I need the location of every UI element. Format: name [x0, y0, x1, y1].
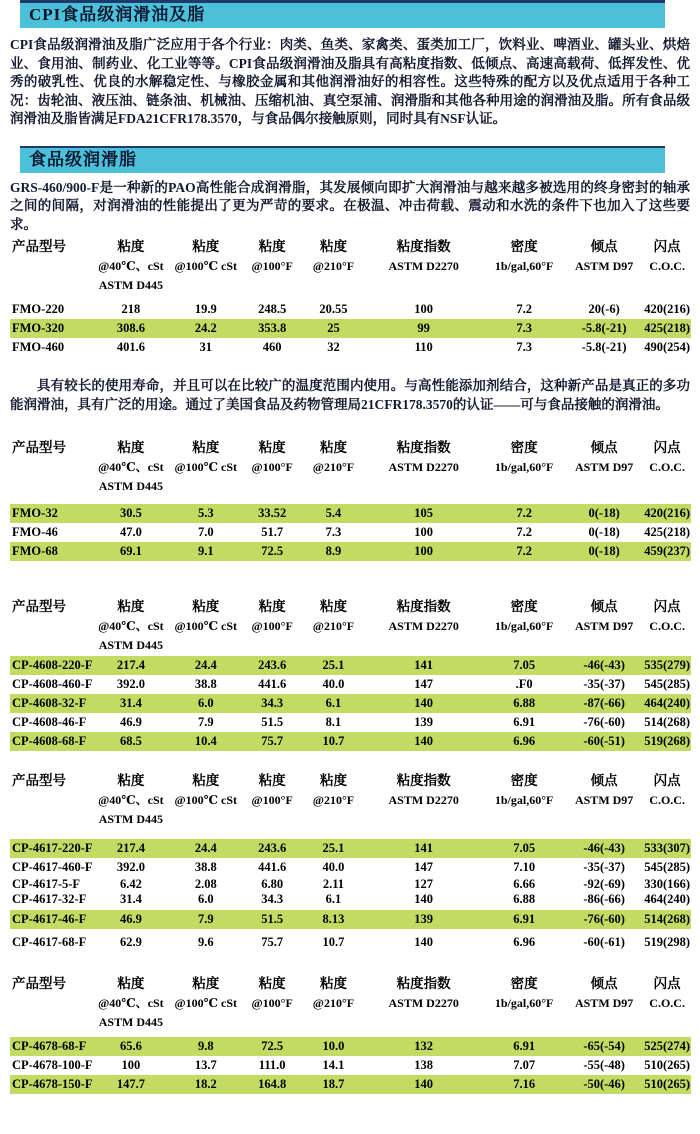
spec-value: 6.96	[513, 935, 536, 949]
spec-value: 6.88	[513, 696, 536, 710]
spec-value: 31.4	[119, 892, 142, 906]
spec-value: -65(-54)	[583, 1039, 625, 1053]
spec-value: 25.1	[322, 841, 345, 855]
spec-row-fmo-460	[10, 338, 691, 357]
spec-value: 420(216)	[644, 506, 691, 520]
column-header: 粘度 @210°F	[312, 599, 355, 633]
spec-table-fmo-heavy	[10, 237, 691, 357]
spec-value: 140	[414, 892, 434, 906]
spec-value: 100	[414, 544, 434, 558]
column-header: 粘度指数 ASTM D2270	[388, 976, 459, 1010]
spec-value: 6.0	[197, 892, 214, 906]
spec-row-cp-4678-100-f	[10, 1056, 691, 1075]
product-model: FMO-46	[12, 525, 58, 539]
spec-row-fmo-220	[10, 300, 691, 319]
spec-value: 30.5	[119, 506, 142, 520]
spec-value: 32	[327, 340, 340, 354]
column-header: 粘度 @100°F	[251, 440, 293, 474]
product-model: CP-4678-68-F	[12, 1039, 87, 1053]
spec-table-header	[10, 974, 691, 1032]
spec-value: 525(274)	[644, 1039, 691, 1053]
spec-value: -92(-69)	[583, 877, 625, 891]
column-header: 粘度 @40℃、cSt ASTM D445	[98, 239, 164, 292]
spec-value: 25	[327, 321, 340, 335]
column-header: 粘度 @100℃ cSt	[174, 239, 238, 273]
spec-value: 9.1	[197, 544, 214, 558]
spec-value: 100	[414, 525, 434, 539]
spec-value: 51.7	[261, 525, 284, 539]
product-model: CP-4678-100-F	[12, 1058, 93, 1072]
spec-value: 7.2	[516, 506, 532, 520]
spec-value: 535(279)	[644, 658, 691, 672]
spec-value: 75.7	[261, 734, 284, 748]
spec-value: 533(307)	[644, 841, 691, 855]
column-header: 密度 1b/gal,60°F	[494, 239, 554, 273]
column-header: 密度 1b/gal,60°F	[494, 599, 554, 633]
spec-value: 140	[414, 935, 434, 949]
spec-value: 6.1	[325, 696, 342, 710]
column-header: 粘度 @100℃ cSt	[174, 976, 238, 1010]
product-model: CP-4608-32-F	[12, 696, 87, 710]
column-header: 粘度 @40℃、cSt ASTM D445	[98, 976, 164, 1029]
spec-value: 46.9	[119, 715, 142, 729]
product-model: CP-4617-5-F	[12, 877, 81, 891]
spec-value: 147	[414, 677, 434, 691]
spec-value: 140	[414, 734, 434, 748]
spec-value: 0(-18)	[588, 544, 620, 558]
column-header: 粘度指数 ASTM D2270	[388, 773, 459, 807]
column-header: 粘度 @210°F	[312, 773, 355, 807]
spec-value: 514(268)	[644, 912, 691, 926]
spec-value: 99	[417, 321, 430, 335]
spec-value: 10.7	[322, 734, 345, 748]
spec-value: 243.6	[258, 841, 287, 855]
spec-table-cp4608	[10, 597, 691, 751]
spec-table-header	[10, 438, 691, 496]
spec-value: -5.8(-21)	[581, 340, 627, 354]
spec-value: 510(265)	[644, 1058, 691, 1072]
spec-row-cp-4608-32-f	[10, 694, 691, 713]
column-header: 粘度 @40℃、cSt ASTM D445	[98, 599, 164, 652]
column-header: 闪点 C.O.C.	[649, 239, 685, 273]
column-header: 密度 1b/gal,60°F	[494, 440, 554, 474]
spec-value: 6.66	[513, 877, 536, 891]
grease-paragraph: GRS-460/900-F是一种新的PAO高性能合成润滑脂，其发展倾向即扩大润滑油与越来越多被选用的终身密封的轴承之间的间隔，对润滑油的性能提出了更为严苛的要求。在极温、冲击荷载、震动和水洗的条件下也加入了这些要求。	[10, 179, 690, 232]
spec-value: -55(-48)	[583, 1058, 625, 1072]
column-header: 倾点 ASTM D97	[574, 239, 634, 273]
spec-value: 7.3	[516, 340, 532, 354]
spec-row-cp-4617-460-f	[10, 858, 691, 877]
spec-value: 243.6	[258, 658, 287, 672]
spec-value: 7.05	[513, 658, 536, 672]
spec-row-cp-4608-220-f	[10, 656, 691, 675]
spec-value: 33.52	[258, 506, 287, 520]
spec-row-cp-4608-460-f	[10, 675, 691, 694]
spec-value: 147	[414, 860, 434, 874]
spec-value: 5.4	[325, 506, 342, 520]
spec-value: 459(237)	[644, 544, 691, 558]
product-model: CP-4608-46-F	[12, 715, 87, 729]
column-header: 粘度指数 ASTM D2270	[388, 239, 459, 273]
column-header: 粘度 @100℃ cSt	[174, 773, 238, 807]
spec-value: 248.5	[258, 302, 287, 316]
column-header: 闪点 C.O.C.	[649, 599, 685, 633]
spec-row-cp-4678-150-f	[10, 1075, 691, 1094]
product-model: CP-4617-68-F	[12, 935, 87, 949]
spec-value: 6.0	[197, 696, 214, 710]
spec-value: 519(298)	[644, 935, 691, 949]
spec-value: 100	[414, 302, 434, 316]
spec-value: 14.1	[322, 1058, 345, 1072]
spec-value: 34.3	[261, 696, 284, 710]
spec-value: 217.4	[116, 658, 145, 672]
spec-value: 18.2	[194, 1077, 217, 1091]
spec-row-cp-4678-68-f	[10, 1037, 691, 1056]
section-title-grease: 食品级润滑脂	[20, 146, 665, 173]
spec-value: 2.08	[194, 877, 217, 891]
product-model: CP-4608-220-F	[12, 658, 93, 672]
spec-value: 8.9	[325, 544, 342, 558]
spec-value: 514(268)	[644, 715, 691, 729]
spec-value: 420(216)	[644, 302, 691, 316]
spec-value: 8.1	[325, 715, 342, 729]
spec-value: -76(-60)	[583, 715, 625, 729]
spec-value: 139	[414, 715, 434, 729]
column-header: 倾点 ASTM D97	[574, 773, 634, 807]
spec-value: 0(-18)	[588, 525, 620, 539]
spec-value: 7.07	[513, 1058, 536, 1072]
spec-value: 490(254)	[644, 340, 691, 354]
spec-value: 132	[414, 1039, 434, 1053]
column-header: 粘度 @40℃、cSt ASTM D445	[98, 773, 164, 826]
spec-value: 7.3	[325, 525, 342, 539]
column-header: 产品型号	[12, 773, 66, 788]
spec-row-fmo-46	[10, 523, 691, 542]
spec-value: 13.7	[194, 1058, 217, 1072]
spec-value: 218	[121, 302, 141, 316]
spec-table-cp4678	[10, 974, 691, 1094]
spec-value: 138	[414, 1058, 434, 1072]
column-header: 产品型号	[12, 599, 66, 614]
spec-value: 6.88	[513, 892, 536, 906]
spec-value: .F0	[515, 677, 533, 691]
spec-value: 464(240)	[644, 892, 691, 906]
column-header: 粘度 @100℃ cSt	[174, 599, 238, 633]
product-model: FMO-32	[12, 506, 58, 520]
column-header: 倾点 ASTM D97	[574, 440, 634, 474]
spec-value: 441.6	[258, 860, 287, 874]
spec-row-cp-4617-32-f	[10, 892, 691, 907]
spec-value: 164.8	[258, 1077, 287, 1091]
spec-value: -86(-66)	[583, 892, 625, 906]
column-header: 粘度 @100°F	[251, 599, 293, 633]
spec-value: 0(-18)	[588, 506, 620, 520]
spec-value: 141	[414, 658, 434, 672]
spec-table-header	[10, 237, 691, 295]
spec-value: 7.05	[513, 841, 536, 855]
mid-paragraph: 具有较长的使用寿命，并且可以在比较广的温度范围内使用。与高性能添加剂结合，这种新产品是真正的多功能润滑油，具有广泛的用途。通过了美国食品及药物管理局21CFR178.3570的认证——可与食品接触的润滑油。	[10, 378, 690, 412]
spec-row-cp-4617-5-f	[10, 877, 691, 892]
spec-value: 545(285)	[644, 860, 691, 874]
spec-value: -35(-37)	[583, 860, 625, 874]
column-header: 密度 1b/gal,60°F	[494, 976, 554, 1010]
spec-value: 9.8	[197, 1039, 214, 1053]
spec-value: 217.4	[116, 841, 145, 855]
column-header: 粘度 @210°F	[312, 239, 355, 273]
product-model: FMO-320	[12, 321, 65, 335]
spec-value: 25.1	[322, 658, 345, 672]
spec-value: 510(265)	[644, 1077, 691, 1091]
spec-value: 20.55	[319, 302, 348, 316]
spec-value: 7.2	[516, 302, 532, 316]
spec-value: 460	[262, 340, 282, 354]
spec-row-fmo-68	[10, 542, 691, 561]
spec-row-cp-4617-220-f	[10, 839, 691, 858]
spec-value: -60(-61)	[583, 935, 625, 949]
product-model: FMO-68	[12, 544, 58, 558]
spec-value: 140	[414, 1077, 434, 1091]
spec-row-fmo-320	[10, 319, 691, 338]
spec-value: -46(-43)	[583, 841, 625, 855]
spec-value: 545(285)	[644, 677, 691, 691]
spec-value: 7.10	[513, 860, 536, 874]
spec-value: 111.0	[258, 1058, 286, 1072]
spec-value: 51.5	[261, 912, 284, 926]
spec-value: 110	[414, 340, 433, 354]
spec-value: 24.2	[194, 321, 217, 335]
spec-value: 10.4	[194, 734, 217, 748]
product-model: FMO-460	[12, 340, 65, 354]
product-model: CP-4678-150-F	[12, 1077, 93, 1091]
spec-value: -50(-46)	[583, 1077, 625, 1091]
column-header: 粘度指数 ASTM D2270	[388, 440, 459, 474]
spec-value: 40.0	[322, 860, 345, 874]
spec-value: 6.42	[119, 877, 142, 891]
column-header: 倾点 ASTM D97	[574, 599, 634, 633]
spec-value: 9.6	[197, 935, 214, 949]
spec-value: 6.1	[325, 892, 342, 906]
spec-value: 141	[414, 841, 434, 855]
column-header: 产品型号	[12, 239, 66, 254]
spec-value: 72.5	[261, 1039, 284, 1053]
spec-value: 40.0	[322, 677, 345, 691]
product-model: CP-4617-220-F	[12, 841, 93, 855]
spec-value: 425(218)	[644, 525, 691, 539]
spec-value: 147.7	[116, 1077, 145, 1091]
spec-value: 75.7	[261, 935, 284, 949]
intro-paragraph: CPI食品级润滑油及脂广泛应用于各个行业：肉类、鱼类、家禽类、蛋类加工厂，饮料业、啤酒业、罐头业、烘焙业、食用油、制药业、化工业等等。CPI食品级润滑油及脂具有高粘度指数、低倾点、高速高载荷、低挥发性、优秀的破乳性、优良的水解稳定性、与橡胶金属和其他润滑油好的相容性。这些特殊的配方以及优点适用于各种工况：齿轮油、液压油、链条油、机械油、压缩机油、真空泵浦、润滑脂和其他各种用途的润滑油及脂。所有食品级润滑油及脂皆满足FDA21CFR178.3570，与食品偶尔接触原则，同时具有NSF认证。	[10, 37, 690, 126]
spec-value: 68.5	[119, 734, 142, 748]
spec-value: 6.91	[513, 1039, 536, 1053]
product-model: CP-4617-460-F	[12, 860, 93, 874]
spec-value: 6.91	[513, 912, 536, 926]
spec-value: 392.0	[116, 860, 145, 874]
spec-value: 46.9	[119, 912, 142, 926]
spec-value: 8.13	[322, 912, 345, 926]
product-model: CP-4608-460-F	[12, 677, 93, 691]
spec-value: 519(268)	[644, 734, 691, 748]
column-header: 倾点 ASTM D97	[574, 976, 634, 1010]
spec-table-cp4617	[10, 771, 691, 952]
column-header: 粘度 @100°F	[251, 976, 293, 1010]
spec-value: 392.0	[116, 677, 145, 691]
spec-value: 105	[414, 506, 434, 520]
spec-value: 19.9	[194, 302, 217, 316]
spec-value: 24.4	[194, 658, 217, 672]
spec-value: 7.2	[516, 525, 532, 539]
spec-value: -87(-66)	[583, 696, 625, 710]
spec-value: 47.0	[119, 525, 142, 539]
spec-value: 10.0	[322, 1039, 345, 1053]
column-header: 粘度 @210°F	[312, 440, 355, 474]
spec-value: 7.9	[197, 912, 214, 926]
spec-value: 140	[414, 696, 434, 710]
spec-value: 51.5	[261, 715, 284, 729]
spec-value: -60(-51)	[583, 734, 625, 748]
column-header: 粘度 @210°F	[312, 976, 355, 1010]
spec-value: -76(-60)	[583, 912, 625, 926]
spec-value: 10.7	[322, 935, 345, 949]
product-model: CP-4617-46-F	[12, 912, 87, 926]
spec-value: 7.2	[516, 544, 532, 558]
spec-value: 6.96	[513, 734, 536, 748]
column-header: 产品型号	[12, 440, 66, 455]
spec-value: 31.4	[119, 696, 142, 710]
spec-table-fmo-light	[10, 438, 691, 561]
spec-value: 20(-6)	[588, 302, 620, 316]
section-title-oils: CPI食品级润滑油及脂	[20, 0, 665, 28]
spec-value: 34.3	[261, 892, 284, 906]
column-header: 密度 1b/gal,60°F	[494, 773, 554, 807]
spec-value: 7.16	[513, 1077, 536, 1091]
spec-value: 401.6	[116, 340, 145, 354]
spec-table-header	[10, 771, 691, 829]
spec-value: 6.80	[261, 877, 284, 891]
spec-value: -5.8(-21)	[581, 321, 627, 335]
spec-value: 7.3	[516, 321, 532, 335]
column-header: 闪点 C.O.C.	[649, 976, 685, 1010]
spec-value: 24.4	[194, 841, 217, 855]
spec-value: 100	[121, 1058, 141, 1072]
spec-value: 127	[414, 877, 434, 891]
spec-value: 31	[199, 340, 213, 354]
column-header: 粘度 @40℃、cSt ASTM D445	[98, 440, 164, 493]
spec-value: 7.9	[197, 715, 214, 729]
spec-value: 2.11	[322, 877, 345, 891]
spec-value: 308.6	[116, 321, 145, 335]
spec-value: 18.7	[322, 1077, 345, 1091]
spec-value: 441.6	[258, 677, 287, 691]
column-header: 闪点 C.O.C.	[649, 440, 685, 474]
column-header: 粘度指数 ASTM D2270	[388, 599, 459, 633]
spec-value: 38.8	[194, 677, 217, 691]
spec-row-cp-4608-68-f	[10, 732, 691, 751]
spec-value: 6.91	[513, 715, 536, 729]
spec-value: 72.5	[261, 544, 284, 558]
spec-value: 353.8	[258, 321, 287, 335]
product-model: CP-4617-32-F	[12, 892, 87, 906]
spec-value: 62.9	[119, 935, 142, 949]
spec-value: 7.0	[197, 525, 214, 539]
spec-value: 139	[414, 912, 434, 926]
column-header: 闪点 C.O.C.	[649, 773, 685, 807]
spec-row-cp-4617-68-f	[10, 933, 691, 952]
column-header: 粘度 @100°F	[251, 239, 293, 273]
spec-row-fmo-32	[10, 504, 691, 523]
spec-row-cp-4608-46-f	[10, 713, 691, 732]
spec-value: 5.3	[197, 506, 214, 520]
spec-value: 65.6	[119, 1039, 142, 1053]
spec-value: -46(-43)	[583, 658, 625, 672]
product-model: CP-4608-68-F	[12, 734, 87, 748]
spec-value: -35(-37)	[583, 677, 625, 691]
column-header: 粘度 @100°F	[251, 773, 293, 807]
spec-value: 69.1	[119, 544, 142, 558]
spec-value: 330(166)	[644, 877, 691, 891]
spec-row-cp-4617-46-f	[10, 910, 691, 929]
spec-value: 425(218)	[644, 321, 691, 335]
column-header: 产品型号	[12, 976, 66, 991]
spec-table-header	[10, 597, 691, 655]
spec-value: 464(240)	[644, 696, 691, 710]
spec-value: 38.8	[194, 860, 217, 874]
column-header: 粘度 @100℃ cSt	[174, 440, 238, 474]
product-model: FMO-220	[12, 302, 65, 316]
